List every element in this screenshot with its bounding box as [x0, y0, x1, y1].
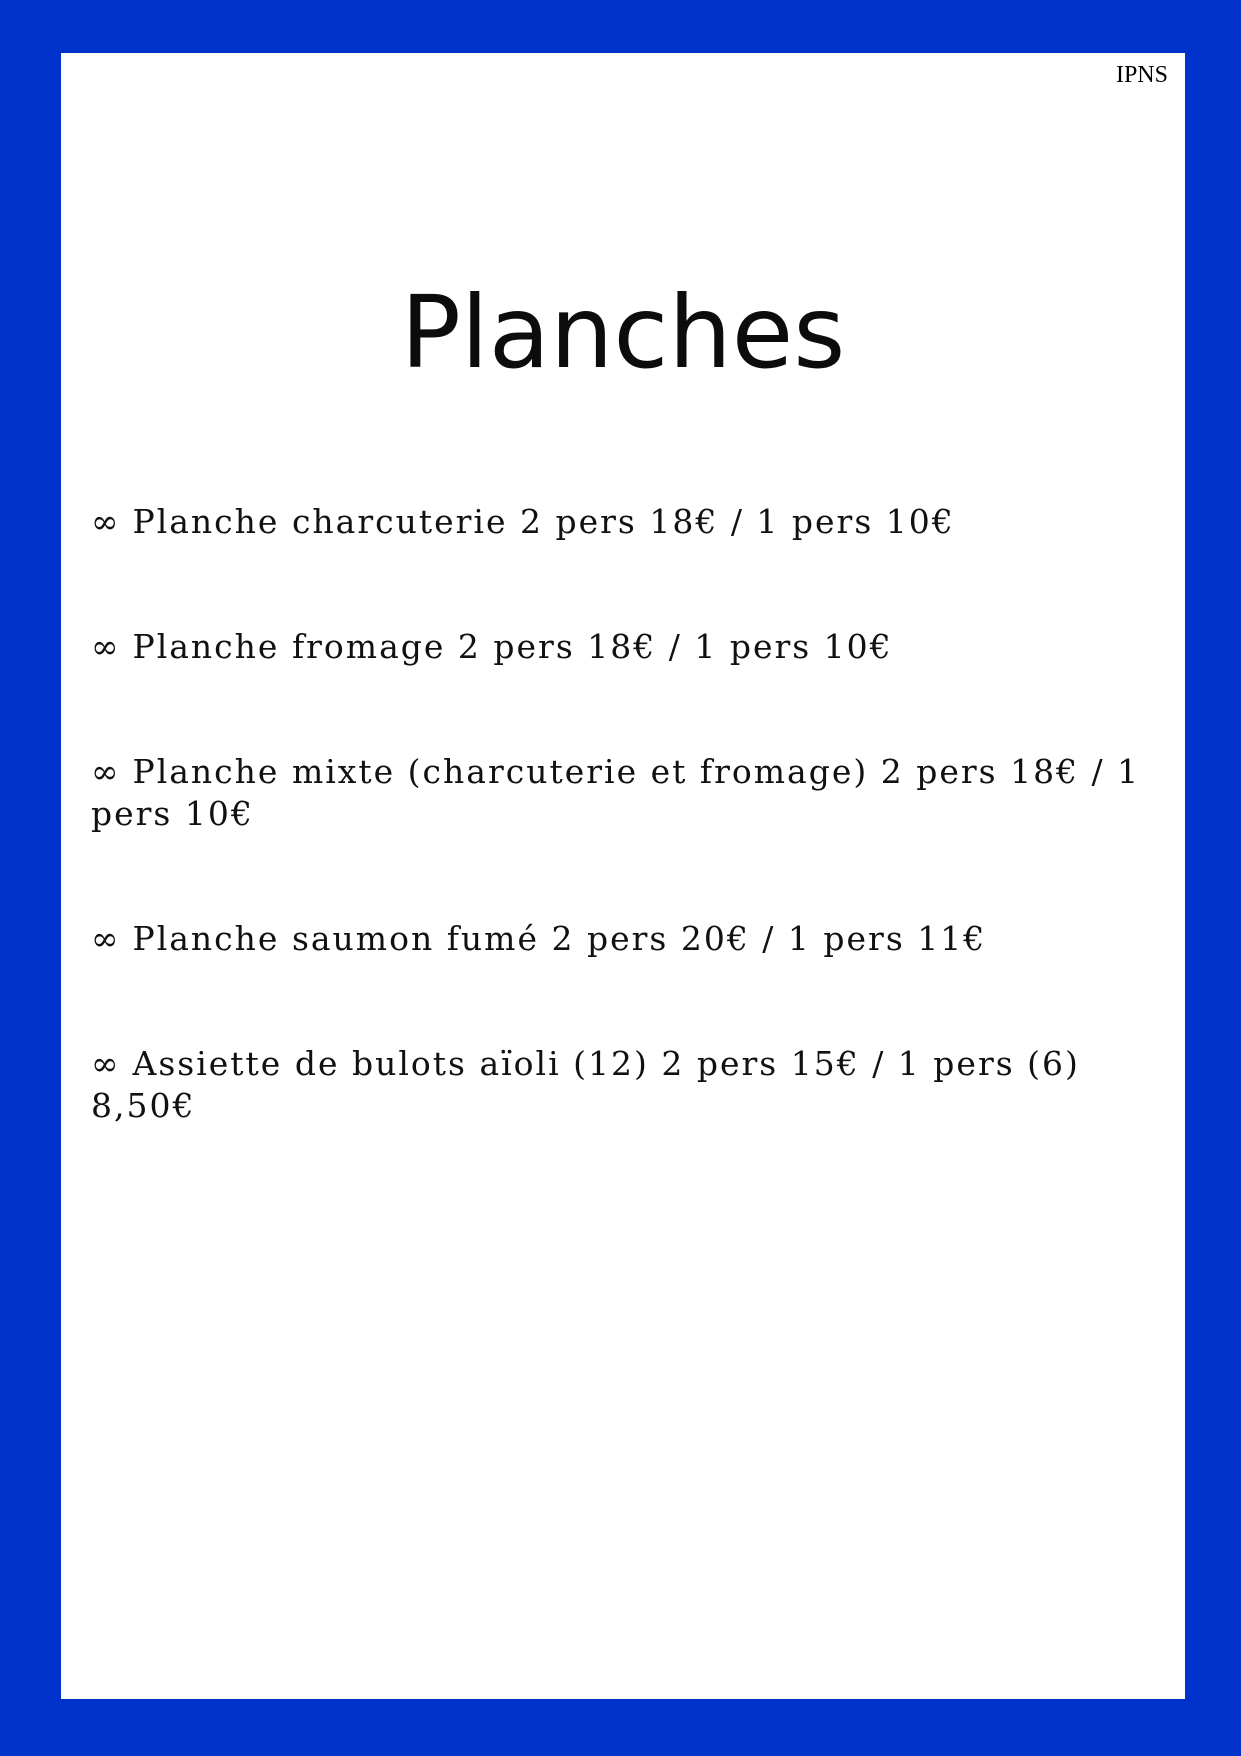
- infinity-icon: ∞: [91, 502, 121, 541]
- menu-page: [61, 53, 1185, 1699]
- infinity-icon: ∞: [91, 627, 121, 666]
- menu-item-text: Planche mixte (charcuterie et fromage) 2 pers 18€ / 1 pers 10€: [91, 752, 1141, 833]
- infinity-icon: ∞: [91, 752, 121, 791]
- menu-item-text: Planche fromage 2 pers 18€ / 1 pers 10€: [132, 627, 893, 666]
- menu-item-mixte: [91, 751, 1156, 835]
- menu-item-charcuterie: [91, 501, 1156, 543]
- menu-item-bulots: [91, 1043, 1156, 1127]
- menu-list: [91, 501, 1156, 1210]
- menu-item-saumon: [91, 918, 1156, 960]
- menu-item-text: Planche charcuterie 2 pers 18€ / 1 pers 10€: [132, 502, 955, 541]
- page-title: Planches: [400, 274, 846, 391]
- menu-item-fromage: [91, 626, 1156, 668]
- menu-item-text: Planche saumon fumé 2 pers 20€ / 1 pers 11€: [132, 919, 987, 958]
- menu-item-text: Assiette de bulots aïoli (12) 2 pers 15€ / 1 pers (6) 8,50€: [91, 1044, 1080, 1125]
- infinity-icon: ∞: [91, 919, 121, 958]
- infinity-icon: ∞: [91, 1044, 121, 1083]
- ipns-label: IPNS: [1115, 62, 1168, 88]
